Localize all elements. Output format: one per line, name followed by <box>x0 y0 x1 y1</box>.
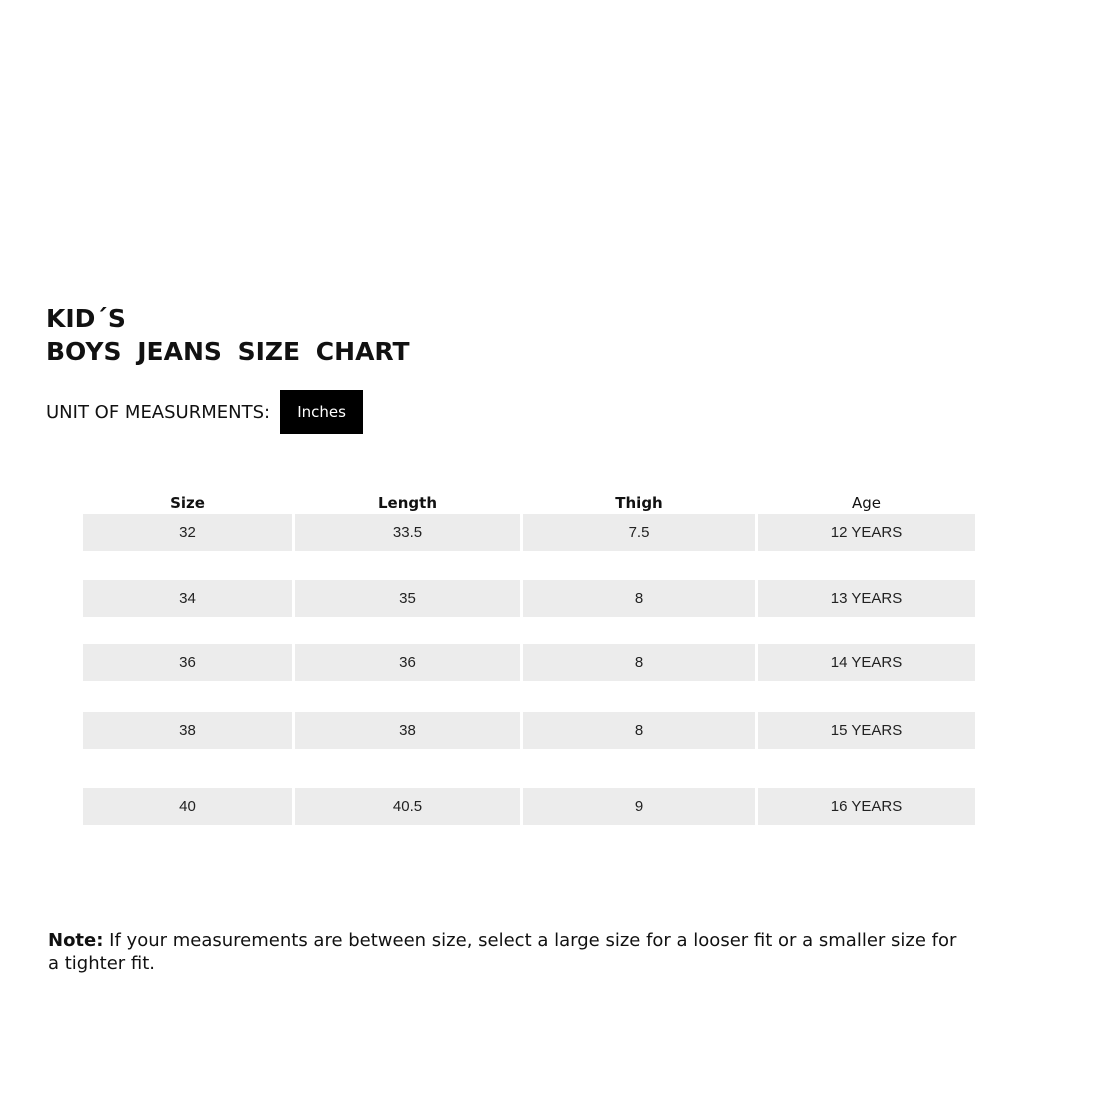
cell-size: 38 <box>83 712 292 749</box>
header-size: Size <box>170 494 205 512</box>
size-chart-table <box>83 488 976 815</box>
cell-length: 36 <box>295 644 520 681</box>
cell-age: 16 YEARS <box>758 788 975 825</box>
header-length: Length <box>378 494 437 512</box>
note-text: If your measurements are between size, select a large size for a looser fit or a smaller size for a tighter fit. <box>48 930 957 974</box>
unit-label: UNIT OF MEASURMENTS: <box>46 401 271 423</box>
cell-thigh: 9 <box>523 788 755 825</box>
page-title <box>46 302 410 368</box>
cell-thigh: 8 <box>523 580 755 617</box>
cell-size: 36 <box>83 644 292 681</box>
unit-badge: Inches <box>280 390 363 434</box>
table-row <box>83 644 976 681</box>
cell-thigh: 7.5 <box>523 514 755 551</box>
cell-thigh: 8 <box>523 712 755 749</box>
cell-age: 13 YEARS <box>758 580 975 617</box>
table-row <box>83 712 976 749</box>
cell-length: 33.5 <box>295 514 520 551</box>
title-line-1: KID´S <box>46 304 126 333</box>
size-note <box>48 929 968 975</box>
note-label: Note: <box>48 930 104 951</box>
cell-age: 14 YEARS <box>758 644 975 681</box>
cell-size: 34 <box>83 580 292 617</box>
title-line-2: BOYS JEANS SIZE CHART <box>46 337 410 366</box>
table-row <box>83 514 976 551</box>
unit-of-measurement <box>46 390 363 434</box>
header-thigh: Thigh <box>615 494 663 512</box>
cell-size: 40 <box>83 788 292 825</box>
table-header-row <box>83 488 976 514</box>
cell-length: 35 <box>295 580 520 617</box>
table-row <box>83 580 976 617</box>
cell-age: 15 YEARS <box>758 712 975 749</box>
cell-thigh: 8 <box>523 644 755 681</box>
cell-size: 32 <box>83 514 292 551</box>
header-age: Age <box>851 494 881 512</box>
cell-age: 12 YEARS <box>758 514 975 551</box>
table-row <box>83 788 976 825</box>
cell-length: 38 <box>295 712 520 749</box>
cell-length: 40.5 <box>295 788 520 825</box>
